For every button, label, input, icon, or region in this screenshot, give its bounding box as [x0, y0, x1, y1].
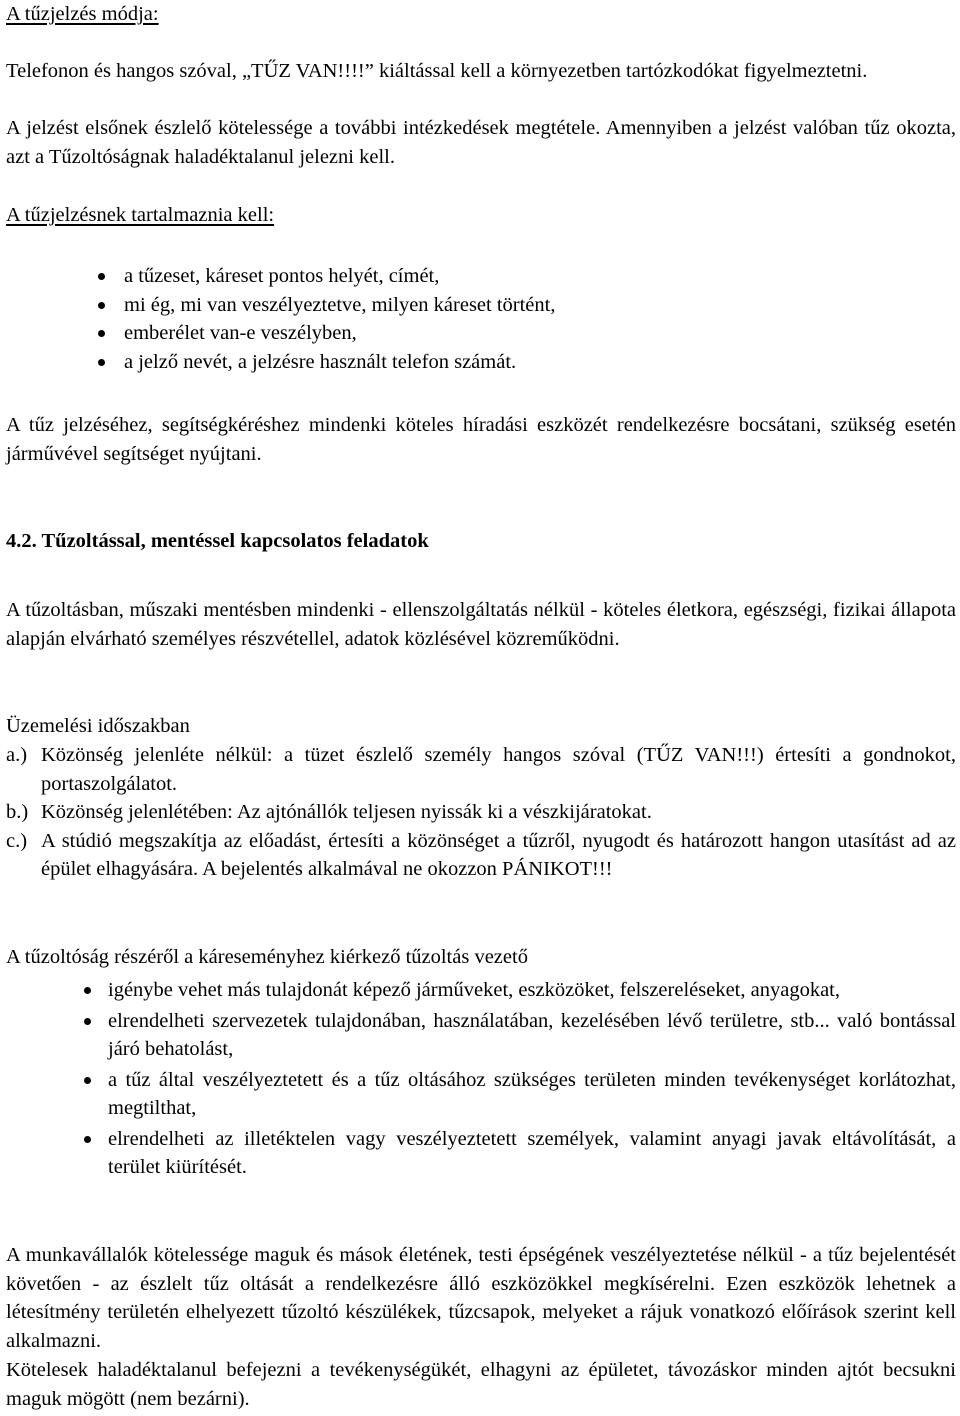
list-item: [6, 798, 956, 827]
list-marker: b.): [6, 801, 29, 823]
list-item: [6, 827, 956, 884]
section-heading-fire-alarm: A tűzjelzés módja:: [6, 3, 159, 25]
paragraph-reporting-means: A tűz jelzéséhez, segítségkéréshez mindenki köteles híradási eszközét rendelkezésre bocsátani, szükség esetén járművével segítséget nyújtani.: [6, 414, 956, 465]
list-marker: a.): [6, 744, 28, 766]
list-item-text: Közönség jelenléte nélkül: a tüzet észlelő személy hangos szóval (TŰZ VAN!!!) értesíti a gondnokot, portaszolgálatot.: [41, 744, 956, 795]
paragraph-employee-duties: A munkavállalók kötelessége maguk és mások életének, testi épségének veszélyeztetése nélkül - a tűz bejelentését követően - az észlelt tűz oltását a rendelkezésre álló eszközökkel megkísérelni. Ezen eszközök lehetnek a létesítmény területén elhelyezett tűzoltó készülékek, tűzcsapok, melyeket a rájuk vonatkozó előírások szerint kell alkalmazni.: [6, 1244, 956, 1352]
list-item: emberélet van-e veszélyben,: [6, 319, 956, 348]
alarm-content-list: [6, 262, 956, 376]
operation-steps-list: [6, 741, 956, 884]
paragraph-participation: A tűzoltásban, műszaki mentésben mindenki - ellenszolgáltatás nélkül - köteles életkora, egészségi, fizikai állapota alapján elvárható személyes részvétellel, adatok közlésével közreműködni.: [6, 599, 956, 650]
paragraph-alarm-method: Telefonon és hangos szóval, „TŰZ VAN!!!!” kiáltással kell a környezetben tartózkodókat figyelmeztetni.: [6, 60, 868, 82]
list-item: igénybe vehet más tulajdonát képező járműveket, eszközöket, felszereléseket, anyagokat,: [6, 976, 956, 1005]
operation-period-heading: Üzemelési időszakban: [6, 715, 190, 737]
list-item-text: A stúdió megszakítja az előadást, értesíti a közönséget a tűzről, nyugodt és határozott hangon utasítást ad az épület elhagyására. A bejelentés alkalmával ne okozzon PÁNIKOT!!!: [41, 829, 956, 880]
list-item: a tűzeset, káreset pontos helyét, címét,: [6, 262, 956, 291]
list-item: a tűz által veszélyeztetett és a tűz oltásához szükséges területen minden tevékenységet korlátozhat, megtilthat,: [6, 1066, 956, 1123]
paragraph-alarm-duty: A jelzést elsőnek észlelő kötelessége a további intézkedések megtétele. Amennyiben a jelzést valóban tűz okozta, azt a Tűzoltóságnak haladéktalanul jelezni kell.: [6, 117, 956, 168]
list-item: a jelző nevét, a jelzésre használt telefon számát.: [6, 348, 956, 377]
fire-leader-list: [6, 976, 956, 1184]
alarm-content-heading: A tűzjelzésnek tartalmaznia kell:: [6, 204, 275, 226]
list-item-text: Közönség jelenlétében: Az ajtónállók teljesen nyissák ki a vészkijáratokat.: [41, 801, 652, 823]
list-marker: c.): [6, 829, 28, 852]
list-item: elrendelheti az illetéktelen vagy veszélyeztetett személyek, valamint anyagi javak eltávolítását, a terület kiürítését.: [6, 1125, 956, 1182]
section-heading-firefighting: 4.2. Tűzoltással, mentéssel kapcsolatos feladatok: [6, 530, 429, 552]
fire-leader-heading: A tűzoltóság részéről a káreseményhez kiérkező tűzoltás vezető: [6, 946, 528, 968]
list-item: elrendelheti szervezetek tulajdonában, használatában, kezelésében lévő területre, stb... való bontással járó behatolást,: [6, 1007, 956, 1064]
list-item: mi ég, mi van veszélyeztetve, milyen káreset történt,: [6, 291, 956, 320]
paragraph-evacuation: Kötelesek haladéktalanul befejezni a tevékenységükét, elhagyni az épületet, távozáskor minden ajtót becsukni maguk mögött (nem bezárni).: [6, 1359, 956, 1410]
list-item: [6, 741, 956, 798]
